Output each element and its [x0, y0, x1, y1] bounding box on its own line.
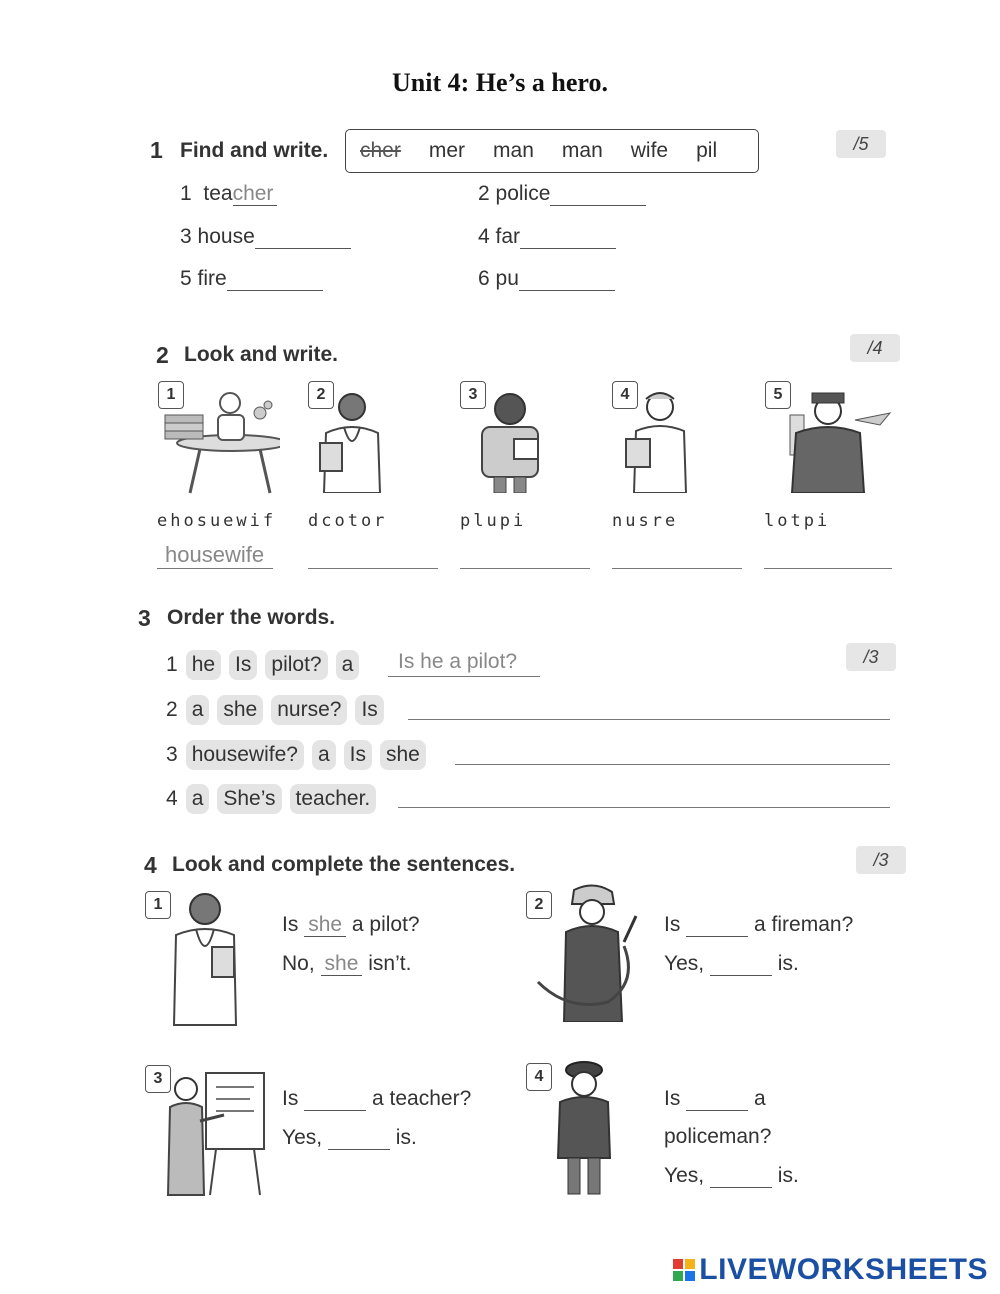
s1-item-4: 4 far	[478, 225, 616, 249]
s3-blank-4[interactable]	[398, 807, 890, 808]
s3-row-2: 2 a she nurse? Is	[166, 695, 392, 725]
word-chip: Is	[229, 650, 257, 680]
fireman-illustration	[528, 882, 648, 1022]
s1-item-5: 5 fire	[180, 267, 323, 291]
s1-answer-1[interactable]: cher	[233, 182, 278, 206]
housewife-illustration	[160, 385, 280, 497]
word-chip: nurse?	[271, 695, 347, 725]
word-chip: a	[336, 650, 360, 680]
s2-scrambled-1: ehosuewif	[157, 511, 277, 531]
s3-answer-1[interactable]: Is he a pilot?	[398, 650, 518, 673]
s4-blank-a3[interactable]	[328, 1131, 390, 1150]
word-chip: housewife?	[186, 740, 304, 770]
section-4-score: /3	[856, 846, 906, 874]
word-chip: Is	[344, 740, 372, 770]
pilot-illustration	[770, 385, 895, 493]
s2-blank-2[interactable]	[308, 568, 438, 569]
section-3-number: 3	[138, 605, 151, 631]
word-chip: he	[186, 650, 221, 680]
section-1-title: Find and write.	[180, 139, 329, 162]
s3-row-1: 1 he Is pilot? a	[166, 650, 367, 680]
s2-blank-3[interactable]	[460, 568, 590, 569]
section-1-number: 1	[150, 137, 163, 163]
s4-blank-a4[interactable]	[710, 1169, 772, 1188]
s4-q-3: Is a teacher?	[282, 1087, 472, 1110]
word-chip: a	[312, 740, 336, 770]
s2-blank-4[interactable]	[612, 568, 742, 569]
word-box	[345, 129, 759, 173]
word-chip: man	[561, 139, 603, 162]
s2-badge-5: 5	[765, 381, 791, 409]
s3-row-4: 4 a She’s teacher.	[166, 784, 384, 814]
word-chip: Is	[355, 695, 383, 725]
s4-badge-1: 1	[145, 891, 171, 919]
word-chip: she	[380, 740, 426, 770]
s2-answer-1[interactable]: housewife	[165, 542, 265, 567]
s2-badge-3: 3	[460, 381, 486, 409]
word-chip: pilot?	[265, 650, 327, 680]
s2-line-1	[157, 568, 273, 569]
policeman-illustration	[552, 1058, 632, 1196]
s1-blank-3[interactable]	[255, 230, 351, 249]
liveworksheets-logo: LIVEWORKSHEETS	[673, 1253, 988, 1287]
section-2-title: Look and write.	[184, 343, 339, 366]
s4-badge-2: 2	[526, 891, 552, 919]
s4-q-4-cont: policeman?	[664, 1125, 772, 1148]
s4-blank-q4[interactable]	[686, 1092, 748, 1111]
word-chip: a	[186, 695, 210, 725]
s3-blank-2[interactable]	[408, 719, 890, 720]
s4-badge-4: 4	[526, 1063, 552, 1091]
s2-scrambled-2: dcotor	[308, 511, 388, 531]
word-chip: pil	[696, 139, 718, 162]
section-2-score: /4	[850, 334, 900, 362]
s4-answer-a1[interactable]: she	[321, 952, 363, 976]
s1-item-2: 2 police	[478, 182, 646, 206]
pupil-illustration	[470, 385, 550, 493]
nurse-illustration	[620, 385, 700, 493]
s2-scrambled-3: plupi	[460, 511, 527, 531]
s4-q-4: Is a	[664, 1087, 766, 1110]
word-chip: wife	[630, 139, 669, 162]
s1-blank-5[interactable]	[227, 272, 323, 291]
word-chip: man	[493, 139, 534, 162]
s1-blank-2[interactable]	[550, 187, 646, 206]
s2-badge-1: 1	[158, 381, 184, 409]
s4-a-4: Yes, is.	[664, 1164, 799, 1187]
s2-badge-4: 4	[612, 381, 638, 409]
s4-a-2: Yes, is.	[664, 952, 799, 975]
s4-a-1: No, she isn’t.	[282, 952, 412, 975]
s4-a-3: Yes, is.	[282, 1126, 417, 1149]
doctor-illustration	[312, 385, 392, 493]
teacher-illustration	[160, 1065, 270, 1197]
s3-line-1	[388, 676, 540, 677]
s1-blank-6[interactable]	[519, 272, 615, 291]
word-chip: She’s	[217, 784, 281, 814]
s1-item-1: 1 teacher	[180, 182, 277, 206]
word-chip: teacher.	[290, 784, 377, 814]
section-4-title: Look and complete the sentences.	[172, 853, 516, 876]
s4-blank-q2[interactable]	[686, 918, 748, 937]
s2-scrambled-4: nusre	[612, 511, 679, 531]
page-title: Unit 4: He’s a hero.	[392, 68, 608, 97]
s2-scrambled-5: lotpi	[764, 511, 831, 531]
s4-answer-q1[interactable]: she	[304, 913, 346, 937]
s2-blank-5[interactable]	[764, 568, 892, 569]
section-3-title: Order the words.	[167, 606, 336, 629]
s4-q-2: Is a fireman?	[664, 913, 854, 936]
s4-badge-3: 3	[145, 1065, 171, 1093]
section-4-number: 4	[144, 852, 157, 878]
logo-icon	[673, 1259, 695, 1281]
word-chip: she	[217, 695, 263, 725]
s4-blank-q3[interactable]	[304, 1092, 366, 1111]
s4-q-1: Is she a pilot?	[282, 913, 420, 936]
section-2-number: 2	[156, 342, 169, 368]
word-chip: a	[186, 784, 210, 814]
s1-item-6: 6 pu	[478, 267, 615, 291]
section-1-score: /5	[836, 130, 886, 158]
doctor-woman-illustration	[160, 885, 250, 1027]
section-3-score: /3	[846, 643, 896, 671]
word-chip: cher	[360, 139, 401, 162]
s4-blank-a2[interactable]	[710, 957, 772, 976]
s3-blank-3[interactable]	[455, 764, 890, 765]
s3-row-3: 3 housewife? a Is she	[166, 740, 434, 770]
s1-item-3: 3 house	[180, 225, 351, 249]
s2-badge-2: 2	[308, 381, 334, 409]
s1-blank-4[interactable]	[520, 230, 616, 249]
word-chip: mer	[428, 139, 466, 162]
